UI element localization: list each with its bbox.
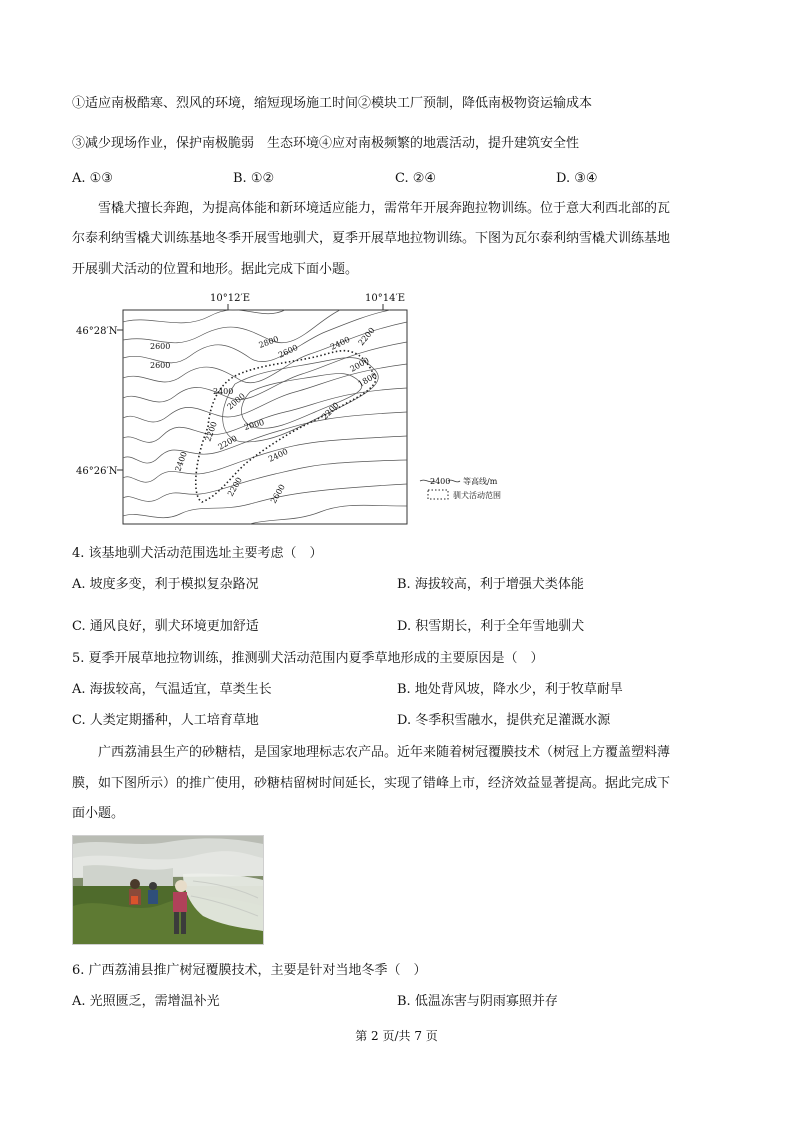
- q6-option-a: A. 光照匮乏，需增温补光: [72, 994, 220, 1009]
- q5-option-d: D. 冬季积雪融水，提供充足灌溉水源: [397, 713, 611, 728]
- q5-option-b: B. 地处背风坡，降水少，利于牧草耐旱: [397, 682, 623, 697]
- passage1-line-3: 开展驯犬活动的位置和地形。据此完成下面小题。: [72, 262, 359, 277]
- contour-label: 2000: [348, 355, 371, 374]
- contour-label: 1800: [356, 370, 379, 389]
- page-footer: 第 2 页/共 7 页: [355, 1029, 438, 1043]
- q5-option-a: A. 海拔较高，气温适宜，草类生长: [72, 682, 272, 697]
- passage1-line-2: 尔泰利纳雪橇犬训练基地冬季开展雪地驯犬，夏季开展草地拉物训练。下图为瓦尔泰利纳雪橇犬训练基地: [72, 231, 671, 246]
- q6-option-b: B. 低温冻害与阴雨寡照并存: [397, 994, 558, 1009]
- contour-label: 2000: [243, 417, 266, 432]
- passage2-line-1: 广西荔浦县生产的砂糖桔，是国家地理标志农产品。近年来随着树冠覆膜技术（树冠上方覆盖塑料薄: [98, 745, 671, 760]
- passage2-line-3: 面小题。: [72, 806, 125, 821]
- q4-stem: 4. 该基地驯犬活动范围选址主要考虑（ ）: [72, 546, 323, 561]
- q6-stem: 6. 广西荔浦县推广树冠覆膜技术，主要是针对当地冬季（ ）: [72, 963, 427, 978]
- lon-label-2: 10°14′E: [365, 293, 406, 304]
- text-line-2: ③减少现场作业，保护南极脆弱 生态环境④应对南极频繁的地震活动，提升建筑安全性: [72, 136, 580, 151]
- q4-option-d: D. 积雪期长，利于全年雪地驯犬: [397, 619, 585, 634]
- legend-contour-label: 等高线/m: [463, 477, 498, 486]
- lon-label-1: 10°12′E: [210, 293, 251, 304]
- contour-label: 2400: [329, 335, 352, 352]
- contour-label: 2400: [173, 450, 189, 473]
- contour-label: 2600: [150, 342, 171, 351]
- q5-option-c: C. 人类定期播种，人工培育草地: [72, 713, 259, 728]
- contour-label: 2600: [150, 361, 171, 370]
- q3-option-d: D. ③④: [556, 171, 598, 186]
- contour-label: 2000: [225, 391, 247, 412]
- contour-label: 2600: [268, 482, 287, 505]
- map-legend: [420, 476, 501, 500]
- contour-label: 2800: [257, 334, 280, 350]
- contour-label: 2200: [216, 433, 239, 452]
- q4-option-c: C. 通风良好，驯犬环境更加舒适: [72, 619, 259, 634]
- q5-stem: 5. 夏季开展草地拉物训练，推测驯犬活动范围内夏季草地形成的主要原因是（ ）: [72, 651, 544, 666]
- passage1-line-1: 雪橇犬擅长奔跑，为提高体能和新环境适应能力，需常年开展奔跑拉物训练。位于意大利西北部的瓦: [98, 201, 671, 216]
- q4-option-a: A. 坡度多变，利于模拟复杂路况: [72, 577, 259, 592]
- q3-option-b: B. ①②: [233, 171, 275, 186]
- legend-contour-sample: 2400: [430, 477, 451, 486]
- lat-label-1: 46°28′N: [76, 326, 118, 337]
- orchard-film-photo: [72, 835, 264, 945]
- lat-label-2: 46°26′N: [76, 466, 118, 477]
- contour-label: 2200: [225, 475, 244, 498]
- contour-label: 2200: [203, 420, 219, 443]
- q3-option-c: C. ②④: [395, 171, 437, 186]
- passage2-line-2: 膜，如下图所示）的推广使用，砂糖桔留树时间延长，实现了错峰上市，经济效益显著提高。据此完成下: [72, 776, 671, 791]
- text-line-1: ①适应南极酷寒、烈风的环境，缩短现场施工时间②模块工厂预制，降低南极物资运输成本: [72, 96, 593, 111]
- q3-option-a: A. ①③: [72, 171, 113, 186]
- contour-label: 2400: [267, 447, 290, 464]
- legend-range-label: 驯犬活动范围: [453, 491, 501, 500]
- topographic-map: [70, 292, 520, 532]
- q4-option-b: B. 海拔较高，利于增强犬类体能: [397, 577, 584, 592]
- contour-label: 2600: [277, 343, 300, 360]
- contour-label: 2200: [356, 325, 377, 348]
- contour-label: 2400: [213, 387, 234, 396]
- contour-label: 2200: [320, 400, 341, 422]
